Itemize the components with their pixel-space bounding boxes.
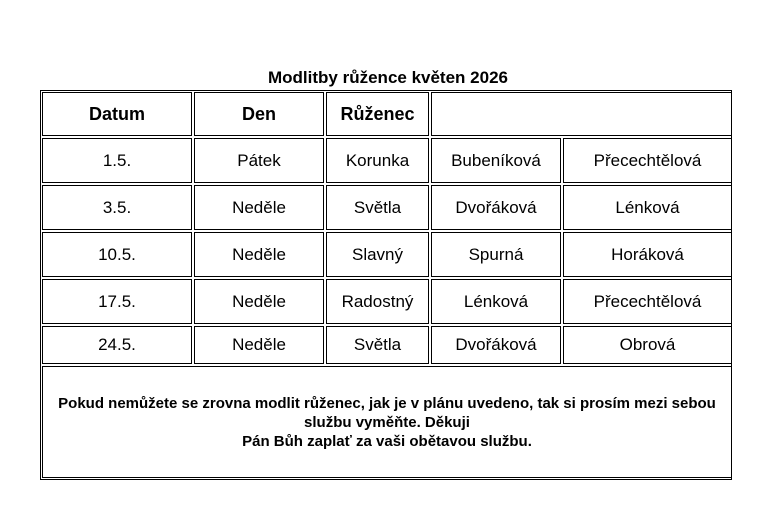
header-ruzenec: Růženec [326, 92, 429, 136]
header-blank [431, 92, 732, 136]
row-5-day: Neděle [194, 326, 324, 364]
row-2-day: Neděle [194, 185, 324, 230]
header-den: Den [194, 92, 324, 136]
row-4-day: Neděle [194, 279, 324, 324]
row-3-person-a: Spurná [431, 232, 561, 277]
row-4-date: 17.5. [42, 279, 192, 324]
footer-note-line-2: Pán Bůh zaplať za vaši obětavou službu. [242, 432, 532, 450]
row-4-person-b: Přecechtělová [563, 279, 732, 324]
row-1-day: Pátek [194, 138, 324, 183]
row-5-person-a: Dvořáková [431, 326, 561, 364]
row-5-date: 24.5. [42, 326, 192, 364]
footer-note-line-1: Pokud nemůžete se zrovna modlit růženec, jak je v plánu uvedeno, tak si prosím mezi sebou službu vyměňte. Děkuji [58, 394, 716, 431]
row-1-person-a: Bubeníková [431, 138, 561, 183]
row-4-rosary: Radostný [326, 279, 429, 324]
row-2-person-b: Lénková [563, 185, 732, 230]
row-3-date: 10.5. [42, 232, 192, 277]
row-3-person-b: Horáková [563, 232, 732, 277]
row-4-person-a: Lénková [431, 279, 561, 324]
row-1-rosary: Korunka [326, 138, 429, 183]
row-2-person-a: Dvořáková [431, 185, 561, 230]
page-title: Modlitby růžence květen 2026 [268, 68, 508, 87]
row-3-day: Neděle [194, 232, 324, 277]
row-1-person-b: Přecechtělová [563, 138, 732, 183]
row-2-rosary: Světla [326, 185, 429, 230]
row-1-date: 1.5. [42, 138, 192, 183]
row-3-rosary: Slavný [326, 232, 429, 277]
row-2-date: 3.5. [42, 185, 192, 230]
header-datum: Datum [42, 92, 192, 136]
footer-note [42, 366, 732, 478]
row-5-person-b: Obrová [563, 326, 732, 364]
row-5-rosary: Světla [326, 326, 429, 364]
